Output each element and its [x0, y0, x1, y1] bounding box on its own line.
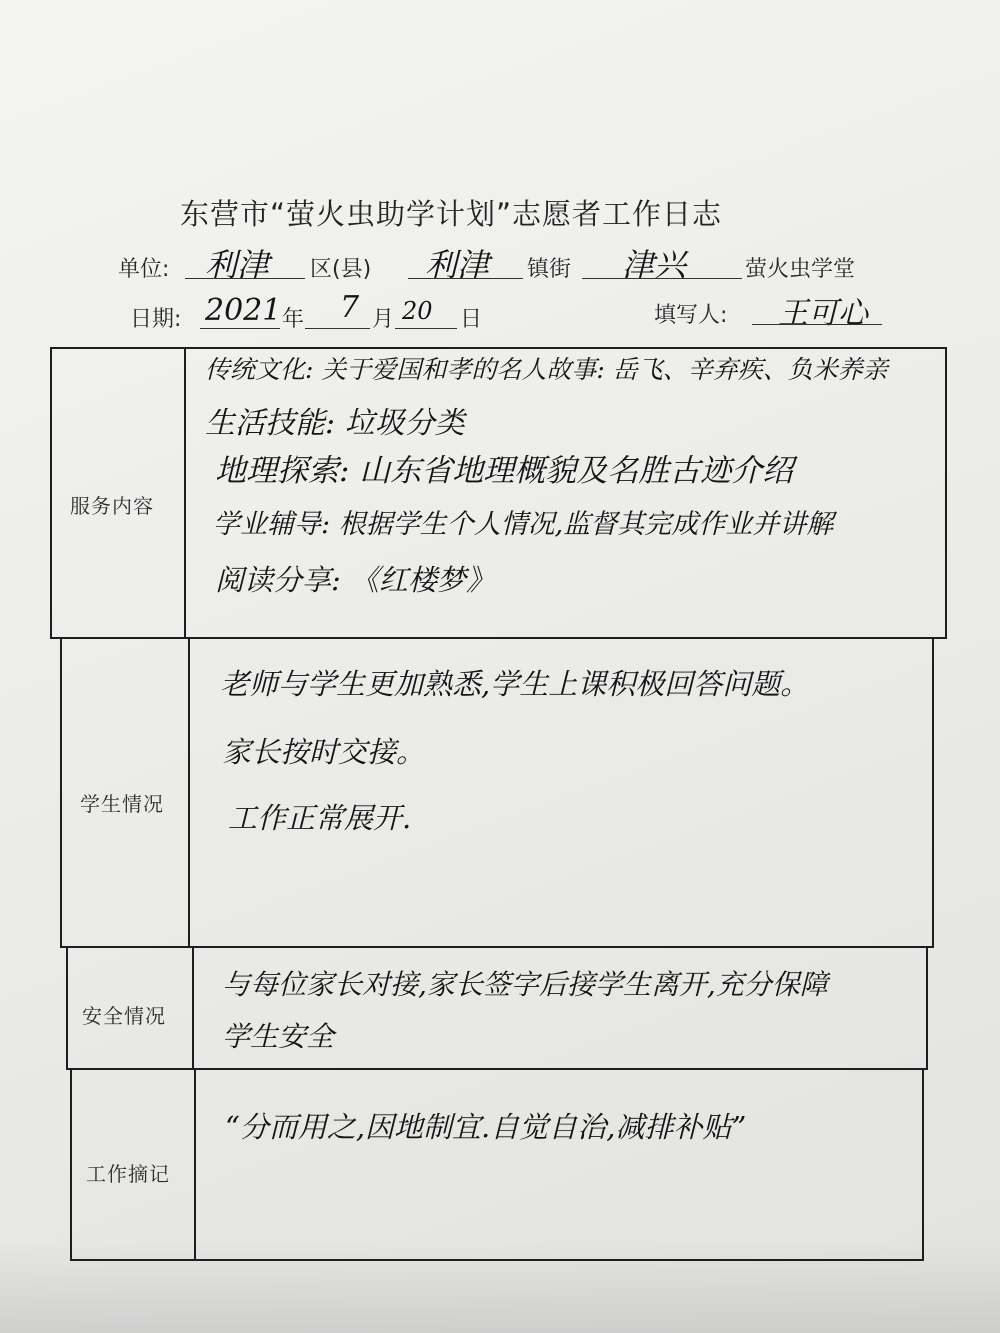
- month-value: 7: [340, 290, 360, 325]
- safety-status-label: 安全情况: [82, 1004, 166, 1028]
- table-row-border-3: [66, 1068, 928, 1070]
- student-line-1: 老师与学生更加熟悉,学生上课积极回答问题。: [220, 667, 810, 701]
- work-notes-label: 工作摘记: [86, 1162, 170, 1186]
- table-row-border-2: [60, 946, 934, 948]
- unit-label: 单位:: [118, 257, 170, 282]
- table-left-border-3: [66, 947, 68, 1069]
- student-line-2: 家长按时交接。: [222, 735, 426, 769]
- page-title: 东营市“萤火虫助学计划”志愿者工作日志: [180, 197, 723, 231]
- service-line-tutoring: 学业辅导: 根据学生个人情况,监督其完成作业并讲解: [213, 509, 834, 540]
- writer-label: 填写人:: [654, 303, 728, 328]
- table-divider-4: [194, 1069, 196, 1260]
- table-bottom-border: [70, 1259, 924, 1261]
- year-underline: [200, 328, 280, 329]
- table-right-border-4: [922, 1069, 924, 1260]
- school-underline: [582, 278, 742, 279]
- safety-line-1: 与每位家长对接,家长签字后接学生离开,充分保障: [222, 968, 828, 1001]
- town-value: 利津: [425, 246, 490, 284]
- month-underline: [305, 328, 370, 329]
- table-divider-3: [192, 947, 194, 1069]
- paper-shadow: [0, 1240, 1000, 1333]
- table-divider-2: [188, 637, 190, 947]
- day-value: 20: [402, 297, 433, 325]
- year-value: 2021: [205, 293, 282, 328]
- district-label: 区(县): [310, 257, 372, 282]
- table-left-border-4: [70, 1069, 72, 1260]
- year-label: 年: [282, 307, 305, 332]
- table-right-border-2: [932, 637, 934, 947]
- district-value: 利津: [205, 246, 270, 284]
- day-underline: [395, 328, 457, 329]
- town-label: 镇街: [527, 257, 572, 282]
- safety-line-2: 学生安全: [222, 1020, 335, 1053]
- service-content-label: 服务内容: [70, 494, 154, 518]
- student-status-label: 学生情况: [80, 792, 164, 816]
- notes-line-1: “分而用之,因地制宜.自觉自治,减排补贴”: [225, 1110, 747, 1144]
- service-line-skills: 生活技能: 垃圾分类: [205, 406, 465, 441]
- service-line-reading: 阅读分享: 《红楼梦》: [215, 563, 495, 597]
- table-right-border-3: [926, 947, 928, 1069]
- table-row-border-1: [50, 637, 947, 639]
- writer-underline: [752, 324, 882, 325]
- service-line-culture: 传统文化: 关于爱国和孝的名人故事: 岳飞、辛弃疾、负米养亲: [205, 355, 888, 384]
- table-left-border-2: [60, 637, 62, 947]
- table-divider-1: [184, 347, 186, 637]
- day-label: 日: [460, 307, 483, 332]
- month-label: 月: [372, 307, 395, 332]
- service-line-geography: 地理探索: 山东省地理概貌及名胜古迹介绍: [215, 453, 794, 489]
- date-label: 日期:: [130, 307, 182, 332]
- student-line-3: 工作正常展开.: [228, 801, 412, 835]
- writer-value: 王可心: [778, 296, 868, 331]
- table-left-border-1: [50, 347, 52, 637]
- school-label: 萤火虫学堂: [745, 257, 856, 282]
- table-right-border-1: [945, 347, 947, 637]
- district-underline: [185, 278, 305, 279]
- school-value: 津兴: [622, 246, 687, 284]
- town-underline: [408, 278, 523, 279]
